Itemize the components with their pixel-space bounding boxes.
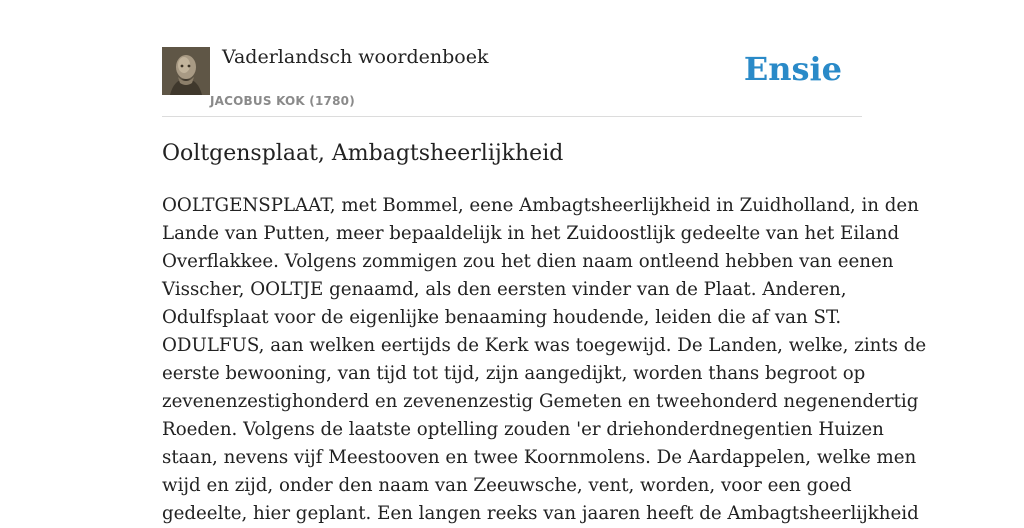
entry-line: Lande van Putten, meer bepaaldelijk in het Zuidoostlijk gedeelte van het Eiland bbox=[162, 223, 900, 244]
header bbox=[162, 0, 862, 117]
entry-line: Roeden. Volgens de laatste optelling zouden 'er driehonderdnegentien Huizen bbox=[162, 419, 884, 440]
entry-line: zevenenzestighonderd en zevenenzestig Gemeten en tweehonderd negenendertig bbox=[162, 391, 919, 412]
ensie-logo[interactable]: Ensie bbox=[743, 50, 842, 88]
entry-line: eerste bewooning, van tijd tot tijd, zijn aangedijkt, worden thans begroot op bbox=[162, 363, 866, 384]
entry-body bbox=[162, 192, 927, 528]
entry-line: Odulfsplaat voor de eigenlijke benaaming houdende, leiden die af van ST. bbox=[162, 307, 842, 328]
entry-line: Overflakkee. Volgens zommigen zou het dien naam ontleend hebben van eenen bbox=[162, 251, 894, 272]
source-title[interactable]: Vaderlandsch woordenboek bbox=[222, 46, 489, 68]
entry-line: OOLTGENSPLAAT, met Bommel, eene Ambagtsheerlijkheid in Zuidholland, in den bbox=[162, 195, 919, 216]
entry-line: wijd en zijd, onder den naam van Zeeuwsche, vent, worden, voor een goed bbox=[162, 475, 852, 496]
author-avatar[interactable] bbox=[162, 47, 210, 95]
entry-line: gedeelte, hier geplant. Een langen reeks van jaaren heeft de Ambagtsheerlijkheid bbox=[162, 503, 919, 524]
entry-title: Ooltgensplaat, Ambagtsheerlijkheid bbox=[162, 141, 564, 166]
source-author[interactable]: JACOBUS KOK (1780) bbox=[210, 94, 355, 108]
entry-line: staan, nevens vijf Meestooven en twee Koornmolens. De Aardappelen, welke men bbox=[162, 447, 917, 468]
entry-line: Visscher, OOLTJE genaamd, als den eersten vinder van de Plaat. Anderen, bbox=[162, 279, 847, 300]
entry-line: ODULFUS, aan welken eertijds de Kerk was toegewijd. De Landen, welke, zints de bbox=[162, 335, 927, 356]
portrait-image bbox=[162, 47, 210, 95]
